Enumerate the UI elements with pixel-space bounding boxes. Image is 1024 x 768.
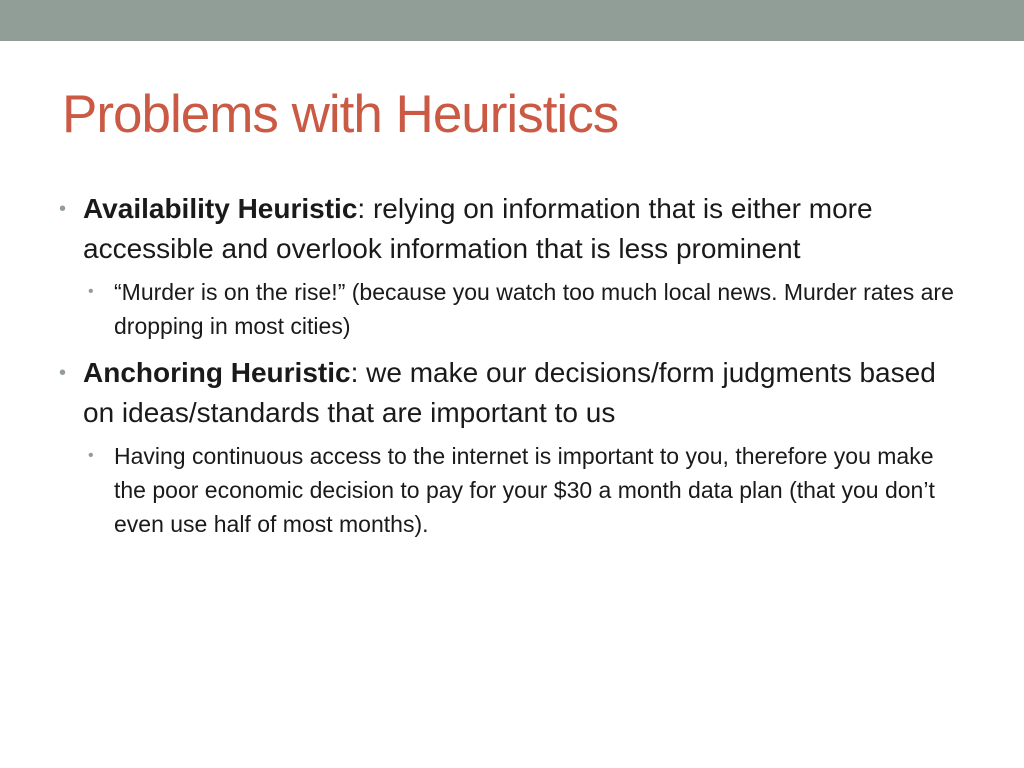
top-color-band bbox=[0, 0, 1024, 41]
sub-bullet-murder-example bbox=[88, 275, 968, 343]
sub-bullet-icon: • bbox=[88, 447, 94, 464]
sub-bullet-text: “Murder is on the rise!” (because you watch too much local news. Murder rates are dropping in most cities) bbox=[114, 279, 954, 339]
sub-bullet-data-plan-example bbox=[88, 439, 968, 541]
bullet-term: Availability Heuristic bbox=[83, 193, 358, 224]
sub-bullet-icon: • bbox=[88, 283, 94, 300]
bullet-icon: • bbox=[59, 198, 67, 220]
bullet-text: : we make our decisions/form judgments based on ideas/standards that are important to us bbox=[83, 357, 936, 428]
slide-title: Problems with Heuristics bbox=[62, 85, 619, 144]
bullet-icon: • bbox=[59, 362, 67, 384]
slide-body bbox=[58, 189, 968, 551]
bullet-anchoring-heuristic bbox=[58, 353, 968, 433]
bullet-availability-heuristic bbox=[58, 189, 968, 269]
sub-bullet-text: Having continuous access to the internet is important to you, therefore you make the poor economic decision to pay for your $30 a month data plan (that you don’t even use half of most months). bbox=[114, 443, 935, 537]
bullet-text: : relying on information that is either more accessible and overlook information that is less prominent bbox=[83, 193, 873, 264]
bullet-term: Anchoring Heuristic bbox=[83, 357, 351, 388]
